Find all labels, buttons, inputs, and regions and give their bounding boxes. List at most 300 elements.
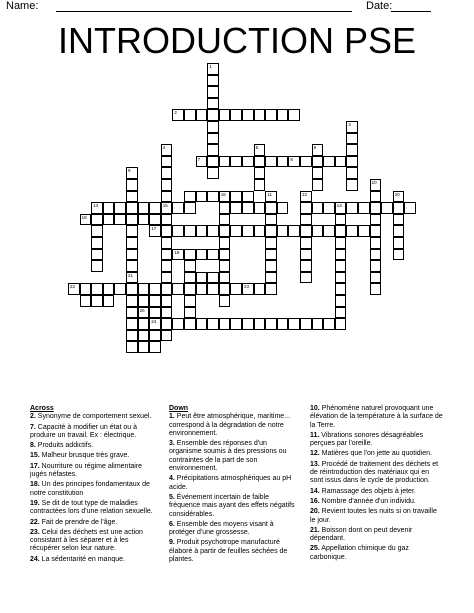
grid-cell[interactable]	[207, 225, 219, 237]
grid-cell[interactable]	[312, 144, 324, 156]
grid-cell[interactable]	[126, 341, 138, 353]
grid-cell[interactable]	[242, 225, 254, 237]
clue-item	[169, 475, 299, 492]
grid-cell[interactable]	[161, 144, 173, 156]
clue-text: Précipitations atmosphériques au pH acide.	[169, 475, 292, 491]
grid-cell[interactable]	[265, 202, 277, 214]
cell-number: 25	[139, 307, 145, 313]
clue-number: 20.	[310, 508, 320, 516]
grid-cell[interactable]	[288, 225, 300, 237]
grid-cell[interactable]	[265, 214, 277, 226]
grid-cell[interactable]	[312, 156, 324, 168]
grid-cell[interactable]	[207, 167, 219, 179]
grid-cell[interactable]	[126, 283, 138, 295]
grid-cell[interactable]	[149, 283, 161, 295]
clue-text: Peut être atmosphérique, maritime... correspond à la dégradation de notre environnement.	[169, 413, 291, 437]
grid-cell[interactable]	[335, 260, 347, 272]
grid-cell[interactable]	[242, 109, 254, 121]
grid-cell[interactable]	[207, 86, 219, 98]
grid-cell[interactable]	[161, 295, 173, 307]
cell-number: 13	[336, 203, 342, 209]
grid-cell[interactable]	[265, 260, 277, 272]
grid-cell[interactable]	[219, 295, 231, 307]
grid-cell[interactable]	[370, 249, 382, 261]
grid-cell[interactable]	[91, 249, 103, 261]
grid-cell[interactable]	[346, 121, 358, 133]
grid-cell[interactable]	[91, 214, 103, 226]
clue-number: 19.	[30, 499, 40, 507]
grid-cell[interactable]	[312, 179, 324, 191]
grid-cell[interactable]	[300, 318, 312, 330]
grid-cell[interactable]	[184, 318, 196, 330]
grid-cell[interactable]	[91, 225, 103, 237]
clue-text: Vibrations sonores désagréables perçues par l'oreille.	[310, 431, 424, 448]
grid-cell[interactable]	[161, 179, 173, 191]
grid-cell[interactable]	[196, 109, 208, 121]
cell-number: 23	[244, 284, 250, 290]
grid-cell[interactable]	[346, 179, 358, 191]
grid-cell[interactable]	[184, 295, 196, 307]
clue-number: 9.	[169, 539, 175, 547]
grid-cell[interactable]	[346, 156, 358, 168]
cell-number: 7	[197, 156, 201, 162]
grid-cell[interactable]	[393, 249, 405, 261]
grid-cell[interactable]	[103, 283, 115, 295]
grid-cell[interactable]	[126, 249, 138, 261]
grid-cell[interactable]	[335, 214, 347, 226]
grid-cell[interactable]	[265, 191, 277, 203]
clue-text: Événement incertain de faible fréquence mais ayant des effets négatifs considérables.	[169, 493, 295, 518]
grid-cell[interactable]	[172, 225, 184, 237]
grid-cell[interactable]	[370, 179, 382, 191]
grid-cell[interactable]	[393, 225, 405, 237]
clue-text: Ensemble des moyens visant à protéger d'une grossesse.	[169, 520, 274, 537]
grid-cell[interactable]	[161, 249, 173, 261]
clue-item	[169, 494, 299, 519]
grid-cell[interactable]	[126, 330, 138, 342]
grid-cell[interactable]	[242, 191, 254, 203]
grid-cell[interactable]	[346, 202, 358, 214]
grid-cell[interactable]	[161, 167, 173, 179]
grid-cell[interactable]	[196, 272, 208, 284]
grid-cell[interactable]	[265, 225, 277, 237]
cell-number: 4	[162, 145, 166, 151]
date-line[interactable]	[391, 11, 431, 12]
grid-cell[interactable]	[161, 202, 173, 214]
date-label: Date:	[366, 0, 393, 12]
down-list-2	[310, 405, 444, 562]
grid-cell[interactable]	[126, 167, 138, 179]
grid-cell[interactable]	[172, 283, 184, 295]
grid-cell[interactable]	[254, 318, 266, 330]
grid-cell[interactable]	[242, 283, 254, 295]
grid-cell[interactable]	[254, 225, 266, 237]
grid-cell[interactable]	[277, 109, 289, 121]
clue-number: 1.	[169, 413, 175, 421]
grid-cell[interactable]	[219, 202, 231, 214]
grid-cell[interactable]	[161, 191, 173, 203]
grid-cell[interactable]	[161, 272, 173, 284]
grid-cell[interactable]	[207, 249, 219, 261]
grid-cell[interactable]	[138, 214, 150, 226]
grid-cell[interactable]	[370, 202, 382, 214]
name-line[interactable]	[56, 11, 352, 12]
clue-item	[310, 527, 444, 544]
grid-cell[interactable]	[254, 109, 266, 121]
grid-cell[interactable]	[172, 109, 184, 121]
grid-cell[interactable]	[196, 249, 208, 261]
grid-cell[interactable]	[126, 191, 138, 203]
grid-cell[interactable]	[312, 225, 324, 237]
grid-cell[interactable]	[265, 272, 277, 284]
grid-cell[interactable]	[219, 237, 231, 249]
grid-cell[interactable]	[172, 318, 184, 330]
grid-cell[interactable]	[265, 109, 277, 121]
grid-cell[interactable]	[91, 202, 103, 214]
grid-cell[interactable]	[138, 202, 150, 214]
grid-cell[interactable]	[138, 318, 150, 330]
grid-cell[interactable]	[300, 156, 312, 168]
grid-cell[interactable]	[161, 225, 173, 237]
grid-cell[interactable]	[323, 225, 335, 237]
clue-item	[169, 440, 299, 473]
clue-text: Procédé de traitement des déchets et de réintroduction des matériaux qui en sont issus dans le cycle de production.	[310, 460, 439, 485]
clue-item	[30, 519, 158, 527]
grid-cell[interactable]	[138, 283, 150, 295]
grid-cell[interactable]	[265, 318, 277, 330]
grid-cell[interactable]	[219, 225, 231, 237]
grid-cell[interactable]	[288, 318, 300, 330]
clue-number: 14.	[310, 487, 320, 495]
grid-cell[interactable]	[254, 179, 266, 191]
grid-cell[interactable]	[207, 283, 219, 295]
grid-cell[interactable]	[219, 272, 231, 284]
grid-cell[interactable]	[346, 225, 358, 237]
grid-cell[interactable]	[126, 318, 138, 330]
grid-cell[interactable]	[126, 272, 138, 284]
grid-cell[interactable]	[346, 144, 358, 156]
grid-cell[interactable]	[393, 214, 405, 226]
grid-cell[interactable]	[126, 237, 138, 249]
across-clues	[30, 405, 158, 566]
grid-cell[interactable]	[126, 307, 138, 319]
clue-text: Phénomène naturel provoquant une élévation de la température à la surface de la Terre.	[310, 405, 443, 429]
grid-cell[interactable]	[230, 109, 242, 121]
grid-cell[interactable]	[184, 283, 196, 295]
grid-cell[interactable]	[370, 237, 382, 249]
grid-cell[interactable]	[184, 272, 196, 284]
grid-cell[interactable]	[312, 318, 324, 330]
cell-number: 19	[174, 249, 180, 255]
page-title: INTRODUCTION PSE	[57, 20, 416, 61]
grid-cell[interactable]	[335, 318, 347, 330]
grid-cell[interactable]	[91, 237, 103, 249]
grid-cell[interactable]	[207, 121, 219, 133]
grid-cell[interactable]	[404, 202, 416, 214]
grid-cell[interactable]	[196, 318, 208, 330]
down-clues-1	[169, 405, 299, 566]
grid-cell[interactable]	[103, 202, 115, 214]
clue-text: Ensemble des réponses d'un organisme soumis à des pressions ou contraintes de la part de son environnement.	[169, 440, 287, 473]
clue-item	[30, 452, 158, 460]
grid-cell[interactable]	[126, 179, 138, 191]
clue-number: 6.	[169, 520, 175, 528]
grid-cell[interactable]	[370, 260, 382, 272]
grid-cell[interactable]	[172, 202, 184, 214]
grid-cell[interactable]	[207, 75, 219, 87]
grid-cell[interactable]	[80, 295, 92, 307]
grid-cell[interactable]	[277, 225, 289, 237]
grid-cell[interactable]	[370, 214, 382, 226]
down-clues-2	[310, 405, 444, 564]
grid-cell[interactable]	[91, 283, 103, 295]
grid-cell[interactable]	[242, 318, 254, 330]
grid-cell[interactable]	[242, 202, 254, 214]
grid-cell[interactable]	[161, 307, 173, 319]
grid-cell[interactable]	[114, 214, 126, 226]
clue-item	[169, 539, 299, 564]
clue-text: Produits addictifs.	[35, 442, 94, 450]
grid-cell[interactable]	[335, 156, 347, 168]
grid-cell[interactable]	[230, 225, 242, 237]
clue-text: Nombre d'année d'un individu.	[319, 497, 416, 505]
grid-cell[interactable]	[207, 63, 219, 75]
grid-cell[interactable]	[335, 225, 347, 237]
grid-cell[interactable]	[184, 249, 196, 261]
grid-cell[interactable]	[219, 156, 231, 168]
clue-item	[30, 529, 158, 554]
grid-cell[interactable]	[323, 156, 335, 168]
grid-cell[interactable]	[91, 295, 103, 307]
grid-cell[interactable]	[138, 341, 150, 353]
grid-cell[interactable]	[242, 156, 254, 168]
grid-cell[interactable]	[149, 214, 161, 226]
grid-cell[interactable]	[219, 214, 231, 226]
clue-text: Un des principes fondamentaux de notre constitution	[30, 481, 150, 497]
grid-cell[interactable]	[346, 133, 358, 145]
grid-cell[interactable]	[358, 202, 370, 214]
grid-cell[interactable]	[207, 133, 219, 145]
clue-number: 18.	[30, 481, 40, 489]
grid-cell[interactable]	[184, 191, 196, 203]
grid-cell[interactable]	[126, 214, 138, 226]
grid-cell[interactable]	[277, 202, 289, 214]
grid-cell[interactable]	[265, 237, 277, 249]
grid-cell[interactable]	[219, 318, 231, 330]
grid-cell[interactable]	[161, 214, 173, 226]
grid-cell[interactable]	[335, 272, 347, 284]
grid-cell[interactable]	[161, 260, 173, 272]
grid-cell[interactable]	[207, 109, 219, 121]
clue-item	[310, 508, 444, 525]
grid-cell[interactable]	[300, 214, 312, 226]
grid-cell[interactable]	[149, 341, 161, 353]
grid-cell[interactable]	[80, 214, 92, 226]
grid-cell[interactable]	[126, 295, 138, 307]
grid-cell[interactable]	[277, 156, 289, 168]
grid-cell[interactable]	[300, 260, 312, 272]
grid-cell[interactable]	[370, 272, 382, 284]
grid-cell[interactable]	[114, 202, 126, 214]
grid-cell[interactable]	[265, 283, 277, 295]
clue-number: 21.	[310, 526, 320, 534]
grid-cell[interactable]	[230, 318, 242, 330]
grid-cell[interactable]	[184, 260, 196, 272]
clue-number: 5.	[169, 493, 175, 501]
grid-cell[interactable]	[370, 191, 382, 203]
grid-cell[interactable]	[335, 249, 347, 261]
cell-number: 15	[162, 203, 168, 209]
grid-cell[interactable]	[149, 225, 161, 237]
grid-cell[interactable]	[219, 260, 231, 272]
grid-cell[interactable]	[161, 237, 173, 249]
grid-cell[interactable]	[254, 283, 266, 295]
grid-cell[interactable]	[254, 202, 266, 214]
down-list	[169, 413, 299, 564]
grid-cell[interactable]	[219, 283, 231, 295]
grid-cell[interactable]	[196, 156, 208, 168]
clue-text: Produit psychotrope manufacturé élaboré à partir de feuilles séchées de plantes.	[169, 539, 288, 564]
grid-cell[interactable]	[172, 249, 184, 261]
grid-cell[interactable]	[335, 295, 347, 307]
grid-cell[interactable]	[161, 283, 173, 295]
grid-cell[interactable]	[300, 202, 312, 214]
grid-cell[interactable]	[370, 283, 382, 295]
cell-number: 24	[151, 319, 157, 325]
grid-cell[interactable]	[370, 225, 382, 237]
grid-cell[interactable]	[184, 225, 196, 237]
grid-cell[interactable]	[265, 156, 277, 168]
grid-cell[interactable]	[149, 307, 161, 319]
cell-number: 21	[128, 272, 134, 278]
grid-cell[interactable]	[161, 156, 173, 168]
grid-cell[interactable]	[254, 167, 266, 179]
grid-cell[interactable]	[219, 249, 231, 261]
grid-cell[interactable]	[358, 225, 370, 237]
clue-item	[310, 498, 444, 506]
grid-cell[interactable]	[254, 144, 266, 156]
grid-cell[interactable]	[68, 283, 80, 295]
clue-text: Ramassage des objets à jeter.	[319, 487, 416, 495]
grid-cell[interactable]	[207, 191, 219, 203]
grid-cell[interactable]	[230, 191, 242, 203]
grid-cell[interactable]	[277, 318, 289, 330]
grid-cell[interactable]	[346, 167, 358, 179]
clue-text: Appellation chimique du gaz carbonique.	[310, 545, 409, 561]
grid-cell[interactable]	[91, 260, 103, 272]
grid-cell[interactable]	[126, 225, 138, 237]
grid-cell[interactable]	[149, 330, 161, 342]
grid-cell[interactable]	[207, 156, 219, 168]
grid-cell[interactable]	[300, 191, 312, 203]
grid-cell[interactable]	[335, 202, 347, 214]
grid-cell[interactable]	[184, 109, 196, 121]
cell-number: 20	[394, 191, 400, 197]
grid-cell[interactable]	[335, 283, 347, 295]
clue-number: 3.	[169, 440, 175, 448]
grid-cell[interactable]	[126, 260, 138, 272]
clue-item	[30, 556, 158, 564]
name-label: Name:	[6, 0, 39, 12]
grid-cell[interactable]	[393, 202, 405, 214]
grid-cell[interactable]	[138, 295, 150, 307]
cell-number: 11	[267, 191, 272, 197]
clue-item	[30, 500, 158, 517]
grid-cell[interactable]	[184, 307, 196, 319]
grid-cell[interactable]	[393, 237, 405, 249]
clue-text: Se dit de tout type de maladies contractées lors d'une relation sexuelle.	[30, 499, 153, 516]
grid-cell[interactable]	[381, 202, 393, 214]
grid-cell[interactable]	[230, 283, 242, 295]
clue-number: 13.	[310, 460, 320, 468]
clue-item	[310, 450, 444, 458]
grid-cell[interactable]	[103, 295, 115, 307]
grid-cell[interactable]	[207, 98, 219, 110]
grid-cell[interactable]	[230, 156, 242, 168]
grid-cell[interactable]	[184, 202, 196, 214]
grid-cell[interactable]	[207, 318, 219, 330]
clue-number: 24.	[30, 555, 40, 563]
grid-cell[interactable]	[288, 109, 300, 121]
grid-cell[interactable]	[312, 167, 324, 179]
grid-cell[interactable]	[149, 318, 161, 330]
grid-cell[interactable]	[335, 307, 347, 319]
grid-cell[interactable]	[207, 144, 219, 156]
grid-cell[interactable]	[230, 202, 242, 214]
clue-number: 7.	[30, 423, 36, 431]
grid-cell[interactable]	[114, 283, 126, 295]
grid-cell[interactable]	[196, 283, 208, 295]
grid-cell[interactable]	[126, 202, 138, 214]
grid-cell[interactable]	[138, 330, 150, 342]
grid-cell[interactable]	[335, 237, 347, 249]
down-heading: Down	[169, 405, 189, 412]
grid-cell[interactable]	[323, 202, 335, 214]
grid-cell[interactable]	[161, 318, 173, 330]
grid-cell[interactable]	[196, 225, 208, 237]
cell-number: 3	[348, 122, 351, 127]
grid-cell[interactable]	[149, 202, 161, 214]
grid-cell[interactable]	[300, 237, 312, 249]
grid-cell[interactable]	[149, 295, 161, 307]
grid-cell[interactable]	[265, 249, 277, 261]
cell-number: 17	[151, 226, 157, 232]
clue-text: Celui des déchets est une action consistant à les séparer et à les récupérer selon leur nature.	[30, 528, 143, 553]
grid-cell[interactable]	[138, 307, 150, 319]
grid-cell[interactable]	[80, 283, 92, 295]
grid-cell[interactable]	[312, 202, 324, 214]
grid-cell[interactable]	[300, 249, 312, 261]
grid-cell[interactable]	[219, 109, 231, 121]
grid-cell[interactable]	[323, 318, 335, 330]
clue-number: 8.	[30, 442, 36, 450]
grid-cell[interactable]	[288, 156, 300, 168]
clue-item	[310, 488, 444, 496]
grid-cell[interactable]	[196, 191, 208, 203]
clue-text: Nourriture ou régime alimentaire jugés néfastes.	[30, 462, 143, 479]
grid-cell[interactable]	[219, 191, 231, 203]
grid-cell[interactable]	[161, 330, 173, 342]
clue-text: Capacité à modifier un état ou à produire un travail. Ex : électrique.	[30, 423, 138, 439]
grid-cell[interactable]	[254, 156, 266, 168]
grid-cell[interactable]	[393, 191, 405, 203]
grid-cell[interactable]	[300, 272, 312, 284]
grid-cell[interactable]	[207, 272, 219, 284]
grid-cell[interactable]	[300, 225, 312, 237]
clue-text: La sédentarité en manque.	[39, 555, 125, 563]
clue-item	[30, 463, 158, 480]
grid-cell[interactable]	[103, 214, 115, 226]
